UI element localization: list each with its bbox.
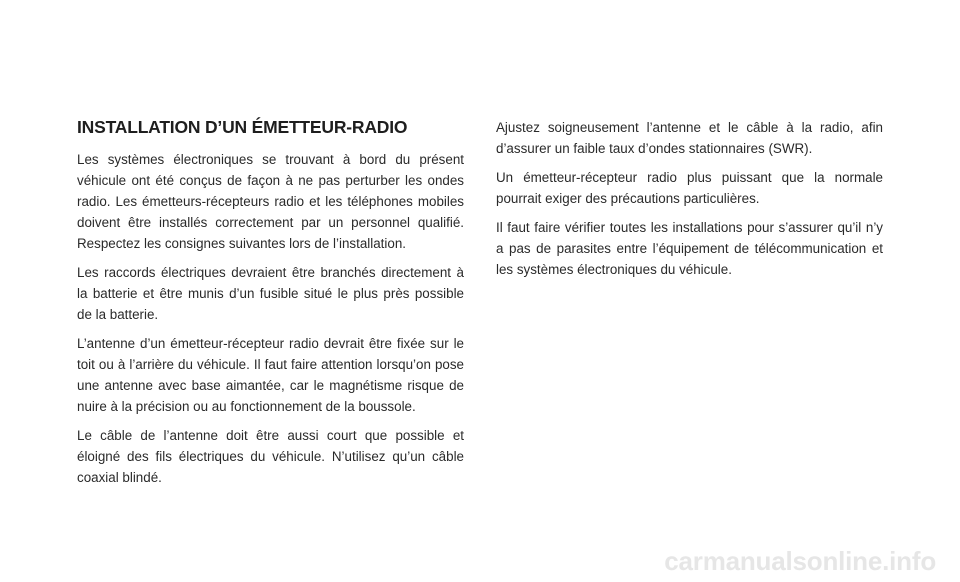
- paragraph: Les systèmes électroniques se trouvant à bord du présent véhicule ont été conçus de façon à ne pas perturber les ondes radio. Les émetteurs-récepteurs radio et les téléphones mobiles doivent être installés correctement par un personnel qualifié. Respectez les consignes suivantes lors de l’installation.: [77, 152, 464, 251]
- right-column: [496, 117, 883, 288]
- paragraph: Un émetteur-récepteur radio plus puissant que la normale pourrait exiger des précautions particulières.: [496, 170, 883, 206]
- section-title: INSTALLATION D’UN ÉMETTEUR-RADIO: [77, 117, 408, 137]
- paragraph: Les raccords électriques devraient être branchés directement à la batterie et être munis d’un fusible situé le plus près possible de la batterie.: [77, 265, 464, 322]
- paragraph: Le câble de l’antenne doit être aussi court que possible et éloigné des fils électriques du véhicule. N’utilisez qu’un câble coaxial blindé.: [77, 428, 464, 485]
- paragraph: L’antenne d’un émetteur-récepteur radio devrait être fixée sur le toit ou à l’arrière du véhicule. Il faut faire attention lorsqu’on pose une antenne avec base aimantée, car le magnétisme risque de nuire à la précision ou au fonctionnement de la boussole.: [77, 336, 464, 414]
- watermark: carmanualsonline.info: [664, 546, 936, 576]
- left-column: [77, 116, 464, 496]
- paragraph: Ajustez soigneusement l’antenne et le câble à la radio, afin d’assurer un faible taux d’ondes stationnaires (SWR).: [496, 120, 883, 156]
- paragraph: Il faut faire vérifier toutes les installations pour s’assurer qu’il n’y a pas de parasites entre l’équipement de télécommunication et les systèmes électroniques du véhicule.: [496, 220, 883, 277]
